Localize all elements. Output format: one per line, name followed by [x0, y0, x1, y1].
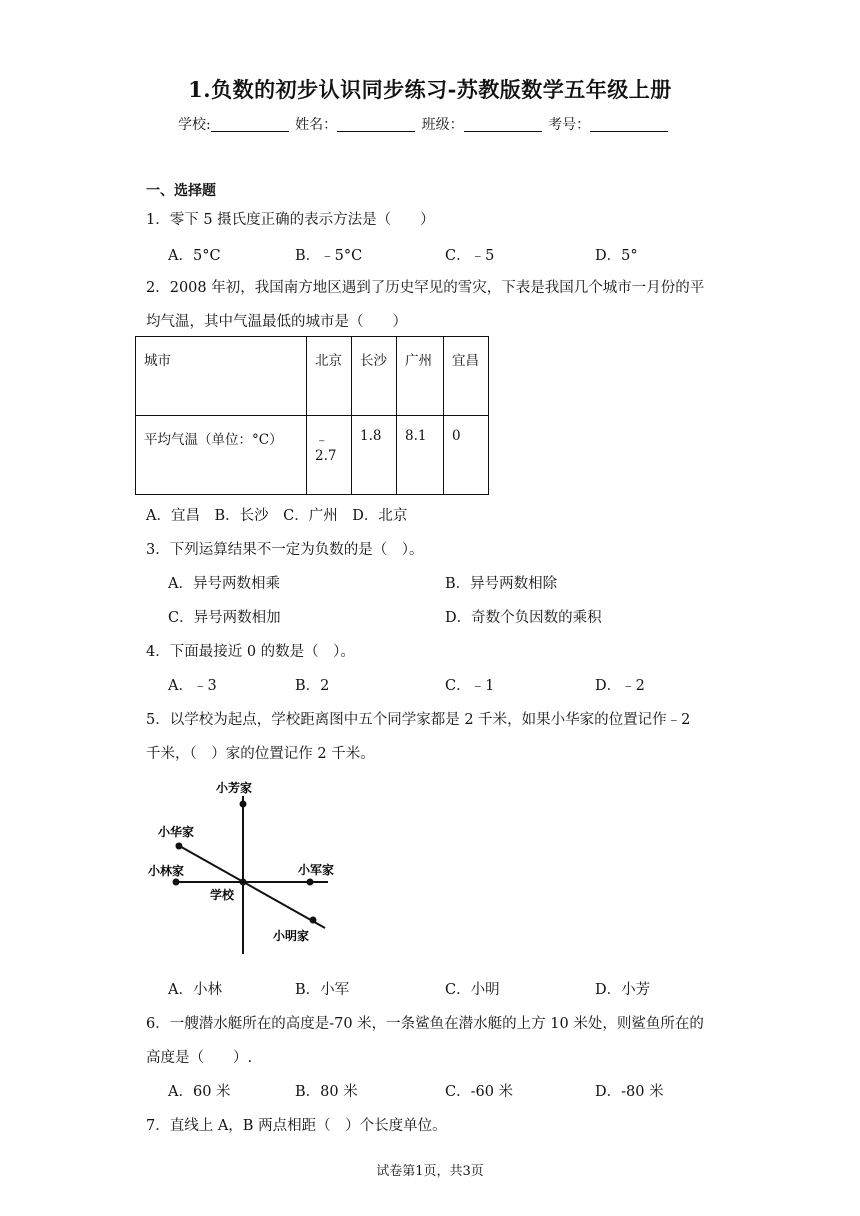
table-cell: 北京 [307, 337, 352, 416]
q3-option-c: C．异号两数相加 [168, 610, 281, 626]
table-cell: 平均气温（单位：°C） [136, 416, 307, 495]
name-blank [337, 117, 415, 132]
q4-option-a: A．﹣3 [168, 678, 217, 694]
xiaofang-point [240, 801, 247, 808]
q5-option-c: C．小明 [445, 982, 500, 998]
q5-option-d: D．小芳 [595, 982, 651, 998]
q1-option-b: B．﹣5°C [295, 248, 363, 264]
question-3-text: 3．下列运算结果不一定为负数的是（ ）。 [146, 542, 424, 558]
question-7-text: 7．直线上 A，B 两点相距（ ）个长度单位。 [146, 1118, 447, 1134]
q4-option-c: C．﹣1 [445, 678, 495, 694]
question-6-line-1: 6．一艘潜水艇所在的高度是-70 米，一条鲨鱼在潜水艇的上方 10 米处，则鲨鱼所在的 [146, 1016, 704, 1032]
school-blank [211, 117, 289, 132]
table-row [136, 416, 489, 495]
table-cell: 8.1 [397, 416, 444, 495]
class-blank [464, 117, 542, 132]
q6-option-a: A．60 米 [168, 1084, 231, 1100]
label-xiaofang: 小芳家 [216, 781, 253, 795]
exam-number-label: 考号： [548, 117, 591, 133]
table-cell: 城市 [136, 337, 307, 416]
label-xiaojun: 小军家 [298, 863, 335, 877]
xiaoming-point [310, 917, 317, 924]
q5-option-b: B．小军 [295, 982, 350, 998]
question-5-line-2: 千米，（ ）家的位置记作 2 千米。 [146, 746, 375, 762]
xiaojun-point [307, 879, 314, 886]
section-title: 一、选择题 [146, 183, 216, 199]
table-cell: 0 [444, 416, 489, 495]
question-2-line-2: 均气温，其中气温最低的城市是（ ） [146, 314, 407, 330]
q1-option-c: C．﹣5 [445, 248, 495, 264]
question-5-line-1: 5．以学校为起点，学校距离图中五个同学家都是 2 千米，如果小华家的位置记作﹣2 [146, 712, 691, 728]
q4-option-d: D．﹣2 [595, 678, 645, 694]
q6-option-b: B．80 米 [295, 1084, 358, 1100]
table-cell: 宜昌 [444, 337, 489, 416]
label-school: 学校 [210, 888, 235, 902]
q3-option-d: D．奇数个负因数的乘积 [445, 610, 602, 626]
xiaolin-point [173, 879, 180, 886]
q3-option-b: B．异号两数相除 [445, 576, 558, 592]
q2-options: A．宜昌 B．长沙 C．广州 D．北京 [146, 508, 408, 524]
table-cell: 1.8 [352, 416, 397, 495]
question-2-line-1: 2．2008 年初，我国南方地区遇到了历史罕见的雪灾，下表是我国几个城市一月份的平 [146, 280, 705, 296]
table-cell: ﹣2.7 [307, 416, 352, 495]
school-point [240, 879, 247, 886]
q4-option-b: B．2 [295, 678, 330, 694]
q6-option-c: C．-60 米 [445, 1084, 514, 1100]
question-1-text: 1．零下 5 摄氏度正确的表示方法是（ ） [146, 212, 435, 228]
page-footer: 试卷第1页，共3页 [376, 1164, 484, 1179]
table-cell: 广州 [397, 337, 444, 416]
school-label: 学校: [178, 117, 211, 133]
location-diagram [140, 770, 360, 960]
q1-option-a: A．5°C [168, 248, 221, 264]
table-cell: 长沙 [352, 337, 397, 416]
q3-option-a: A．异号两数相乘 [168, 576, 280, 592]
exam-number-blank [590, 117, 668, 132]
label-xiaohua: 小华家 [158, 825, 195, 839]
xiaohua-point [176, 843, 183, 850]
table-row [136, 337, 489, 416]
class-label: 班级： [421, 117, 464, 133]
name-label: 姓名： [295, 117, 338, 133]
q6-option-d: D．-80 米 [595, 1084, 664, 1100]
temperature-table [135, 336, 489, 495]
diagonal-line [176, 844, 325, 928]
question-6-line-2: 高度是（ ）. [146, 1050, 253, 1066]
q1-option-d: D．5° [595, 248, 638, 264]
label-xiaoming: 小明家 [273, 929, 310, 943]
page-title: 1.负数的初步认识同步练习-苏教版数学五年级上册 [188, 77, 672, 102]
question-4-text: 4．下面最接近 0 的数是（ ）。 [146, 644, 355, 660]
q5-option-a: A．小林 [168, 982, 222, 998]
student-info-line [178, 114, 670, 134]
label-xiaolin: 小林家 [148, 864, 185, 878]
